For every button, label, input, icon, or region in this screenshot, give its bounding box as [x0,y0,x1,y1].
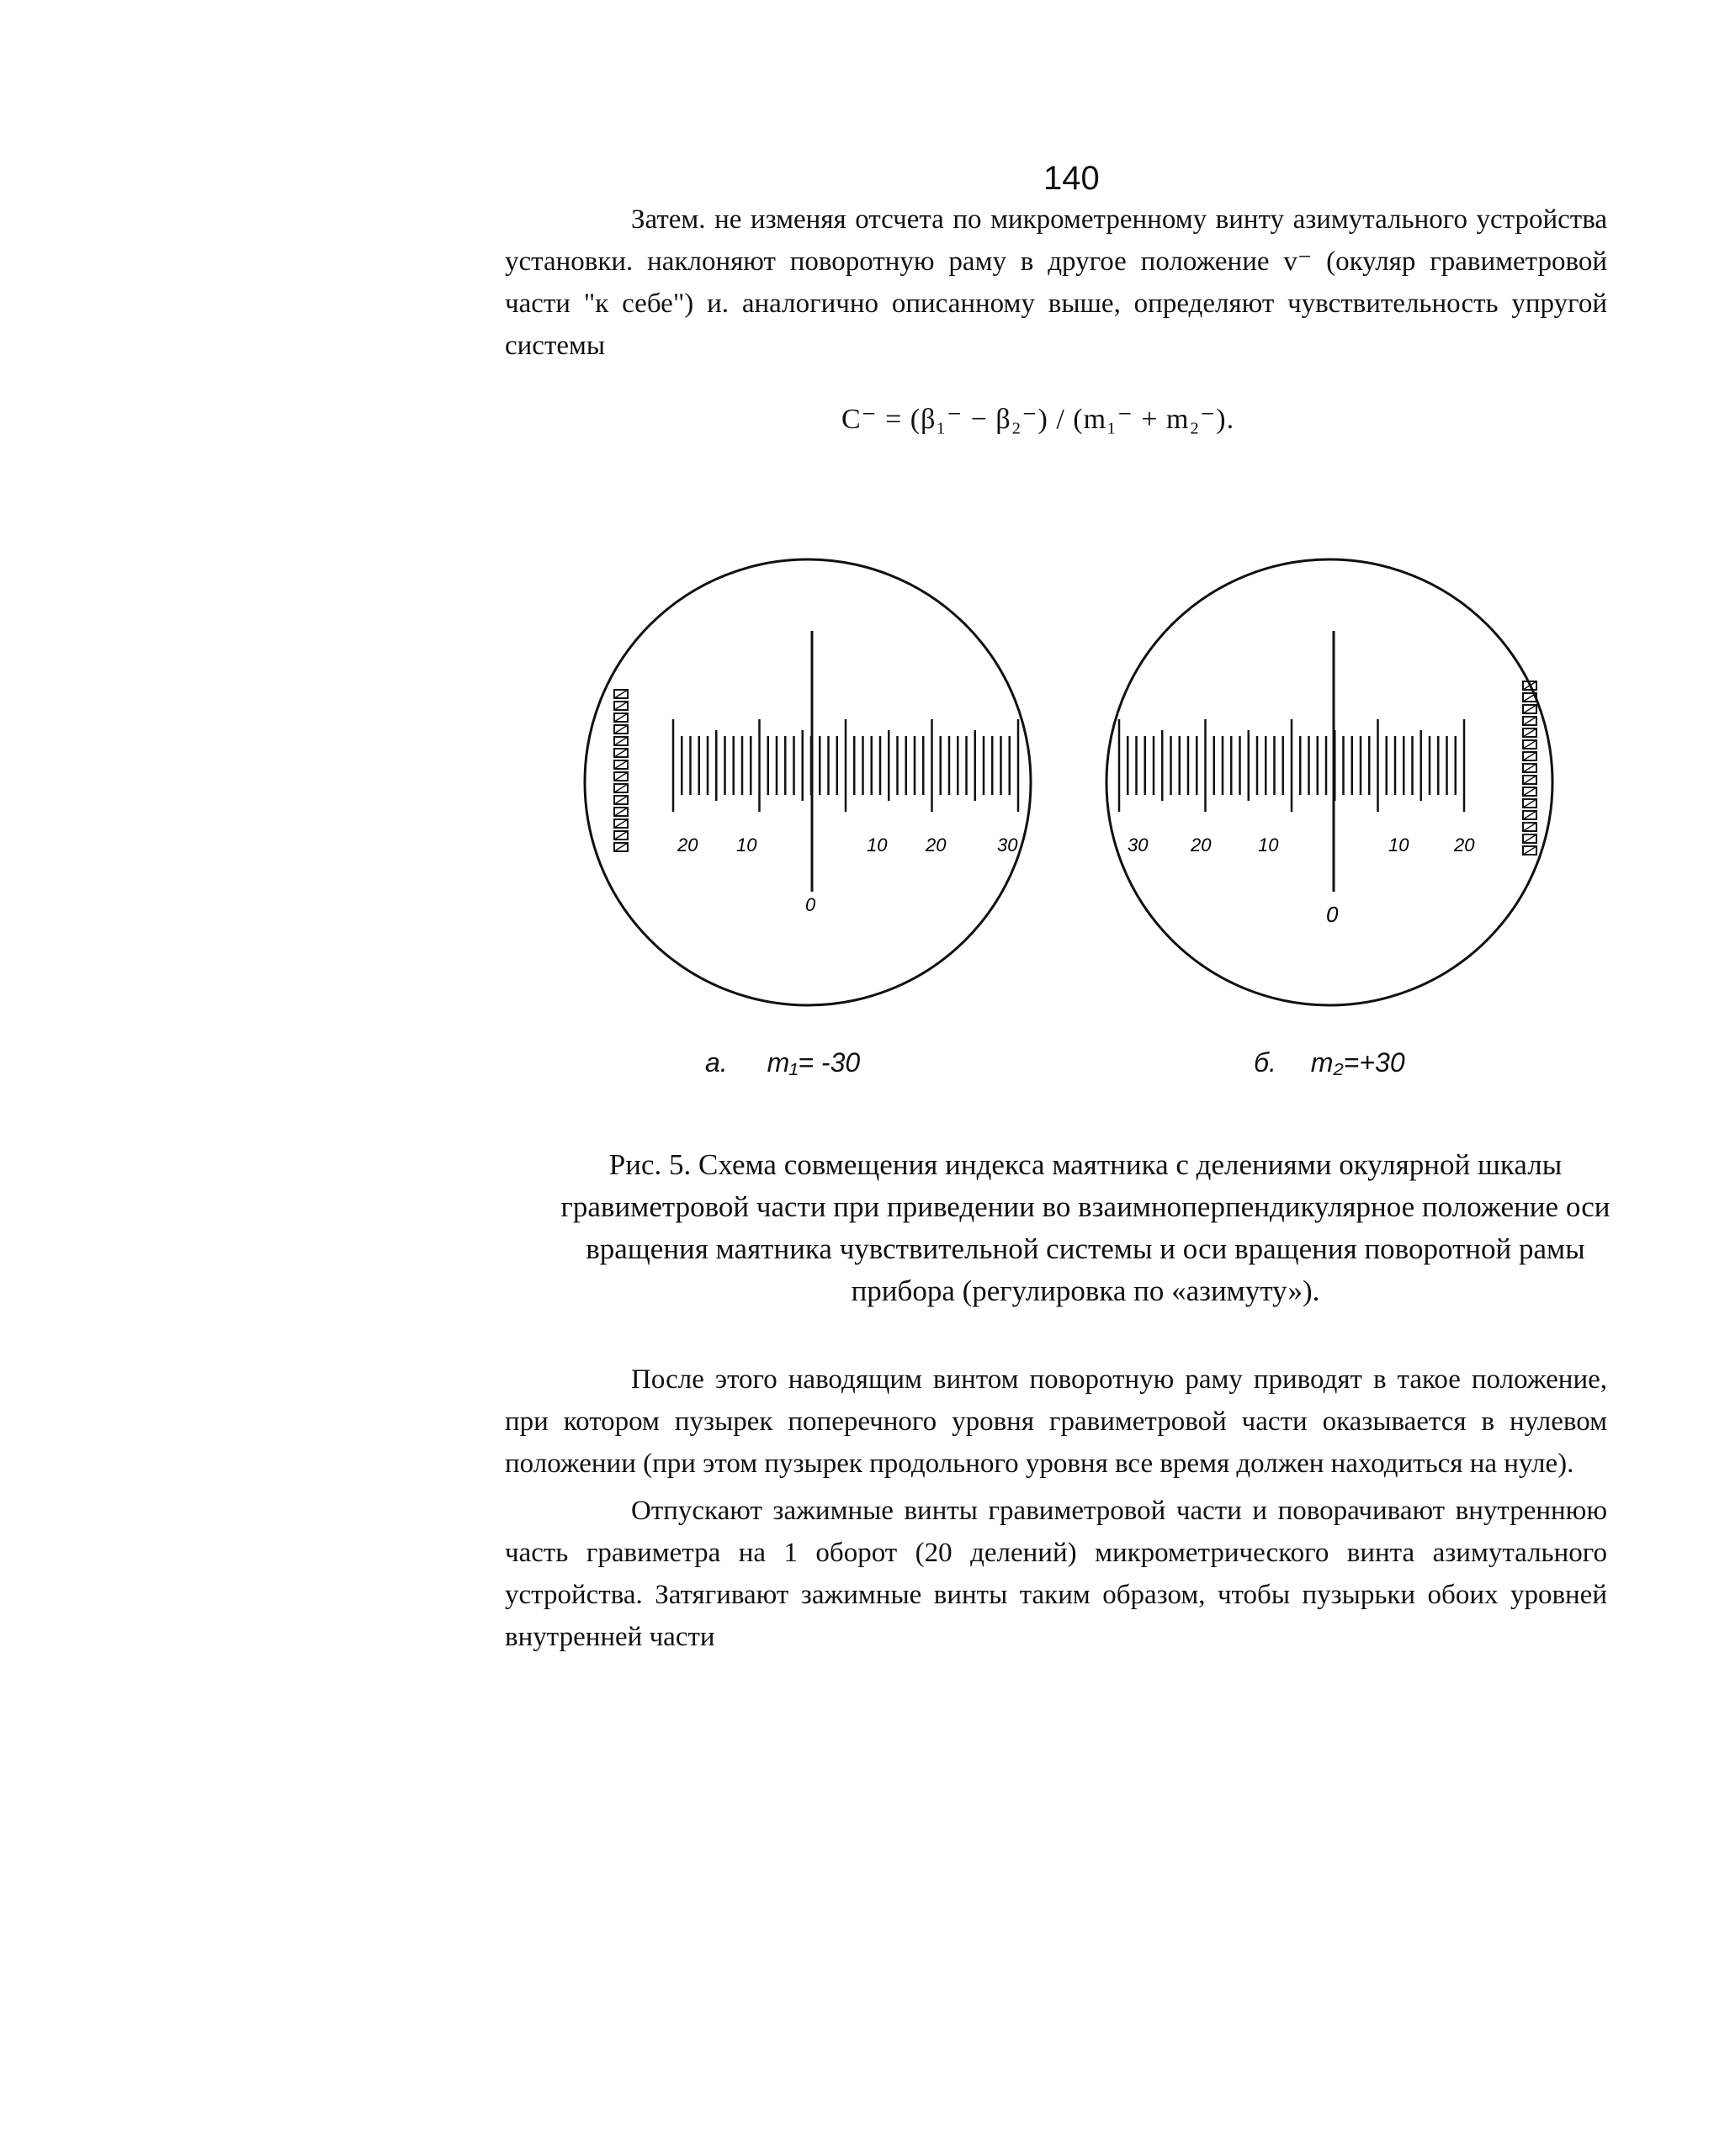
hatch-stroke [614,819,628,828]
left-tick-label-3: 10 [867,834,888,856]
hatch-stroke [614,737,628,745]
left-eyepiece-view [585,559,1031,1005]
hatch-stroke [1523,776,1536,784]
left-tick-label-4: 20 [926,834,947,856]
hatch-stroke [614,808,628,816]
right-panel-value: m₂=+30 [1310,1047,1405,1078]
hatch-stroke [614,796,628,804]
paragraph-top [505,199,1607,367]
hatch-stroke [1523,834,1536,843]
hatch-stroke [614,713,628,722]
hatch-stroke [1523,787,1536,796]
page-number: 140 [1043,160,1100,197]
right-tick-label-3: 10 [1258,834,1279,856]
figure-caption: Рис. 5. Схема совмещения индекса маятника с делениями окулярной шкалы гравиметровой части при приведении во взаимноперпендикулярное положение оси вращения маятника чувствительной системы и оси вращения поворотной рамы прибора (регулировка по «азимуту»). [560,1148,1611,1307]
hatch-stroke [614,784,628,792]
left-tick-label-1: 20 [677,834,698,856]
right-tick-label-5: 20 [1454,834,1475,856]
paragraphs-bottom [505,1359,1607,1658]
paragraph-text: Затем. не изменяя отсчета по микрометренному винту азимутального устройства установки. наклоняют поворотную раму в другое положение v⁻ (окуляр гравиметровой части "к себе") и. аналогично описанному выше, определяют чувствительность упругой системы [505,204,1607,361]
hatch-stroke [1523,799,1536,808]
paragraph-text: Отпускают зажимные винты гравиметровой части и поворачивают внутреннюю часть гравиметра на 1 оборот (20 делений) микрометрического винта азимутального устройства. Затягивают зажимные винты таким образом, чтобы пузырьки обоих уровней внутренней части [505,1496,1607,1652]
paragraph-text: После этого наводящим винтом поворотную раму приводят в такое положение, при котором пузырек поперечного уровня гравиметровой части оказывается в нулевом положении (при этом пузырек продольного уровня все время должен находиться на нуле). [505,1364,1607,1479]
hatch-stroke [614,702,628,710]
left-tick-label-2: 10 [736,834,757,856]
eyepiece-scale-figure [572,522,1582,1110]
left-zero-label: 0 [805,894,816,915]
hatch-stroke [1523,811,1536,819]
left-tick-label-5: 30 [997,834,1018,856]
hatch-stroke [614,772,628,781]
hatch-stroke [614,843,628,851]
right-tick-label-4: 10 [1388,834,1409,856]
right-panel-letter: б. [1254,1047,1276,1078]
hatch-stroke [614,690,628,698]
hatch-stroke [614,725,628,734]
hatch-stroke [1523,705,1536,713]
left-panel-value: m₁= -30 [767,1047,861,1078]
hatch-stroke [1523,823,1536,831]
right-eyepiece-circle [1106,559,1552,1005]
left-panel-letter: a. [705,1047,728,1078]
right-tick-label-1: 30 [1128,834,1149,856]
hatch-stroke [1523,752,1536,760]
right-eyepiece-view [1106,559,1552,1005]
left-eyepiece-circle [585,559,1031,1005]
sensitivity-formula: C⁻ = (β₁⁻ − β₂⁻) / (m₁⁻ + m₂⁻). [841,404,1235,435]
hatch-stroke [1523,728,1536,737]
left-scale-ticks [673,719,1018,812]
hatch-stroke [1523,846,1536,855]
right-tick-label-2: 20 [1191,834,1212,856]
hatch-stroke [614,831,628,840]
hatch-stroke [1523,740,1536,749]
hatch-stroke [614,749,628,757]
right-panel-caption [1254,1047,1405,1078]
hatch-stroke [614,760,628,769]
right-hatched-marks [1523,681,1536,855]
right-zero-label: 0 [1326,902,1339,927]
right-scale-ticks [1119,719,1464,812]
hatch-stroke [1523,764,1536,772]
hatch-stroke [1523,717,1536,725]
left-hatched-marks [614,690,628,851]
left-panel-caption [705,1047,860,1078]
